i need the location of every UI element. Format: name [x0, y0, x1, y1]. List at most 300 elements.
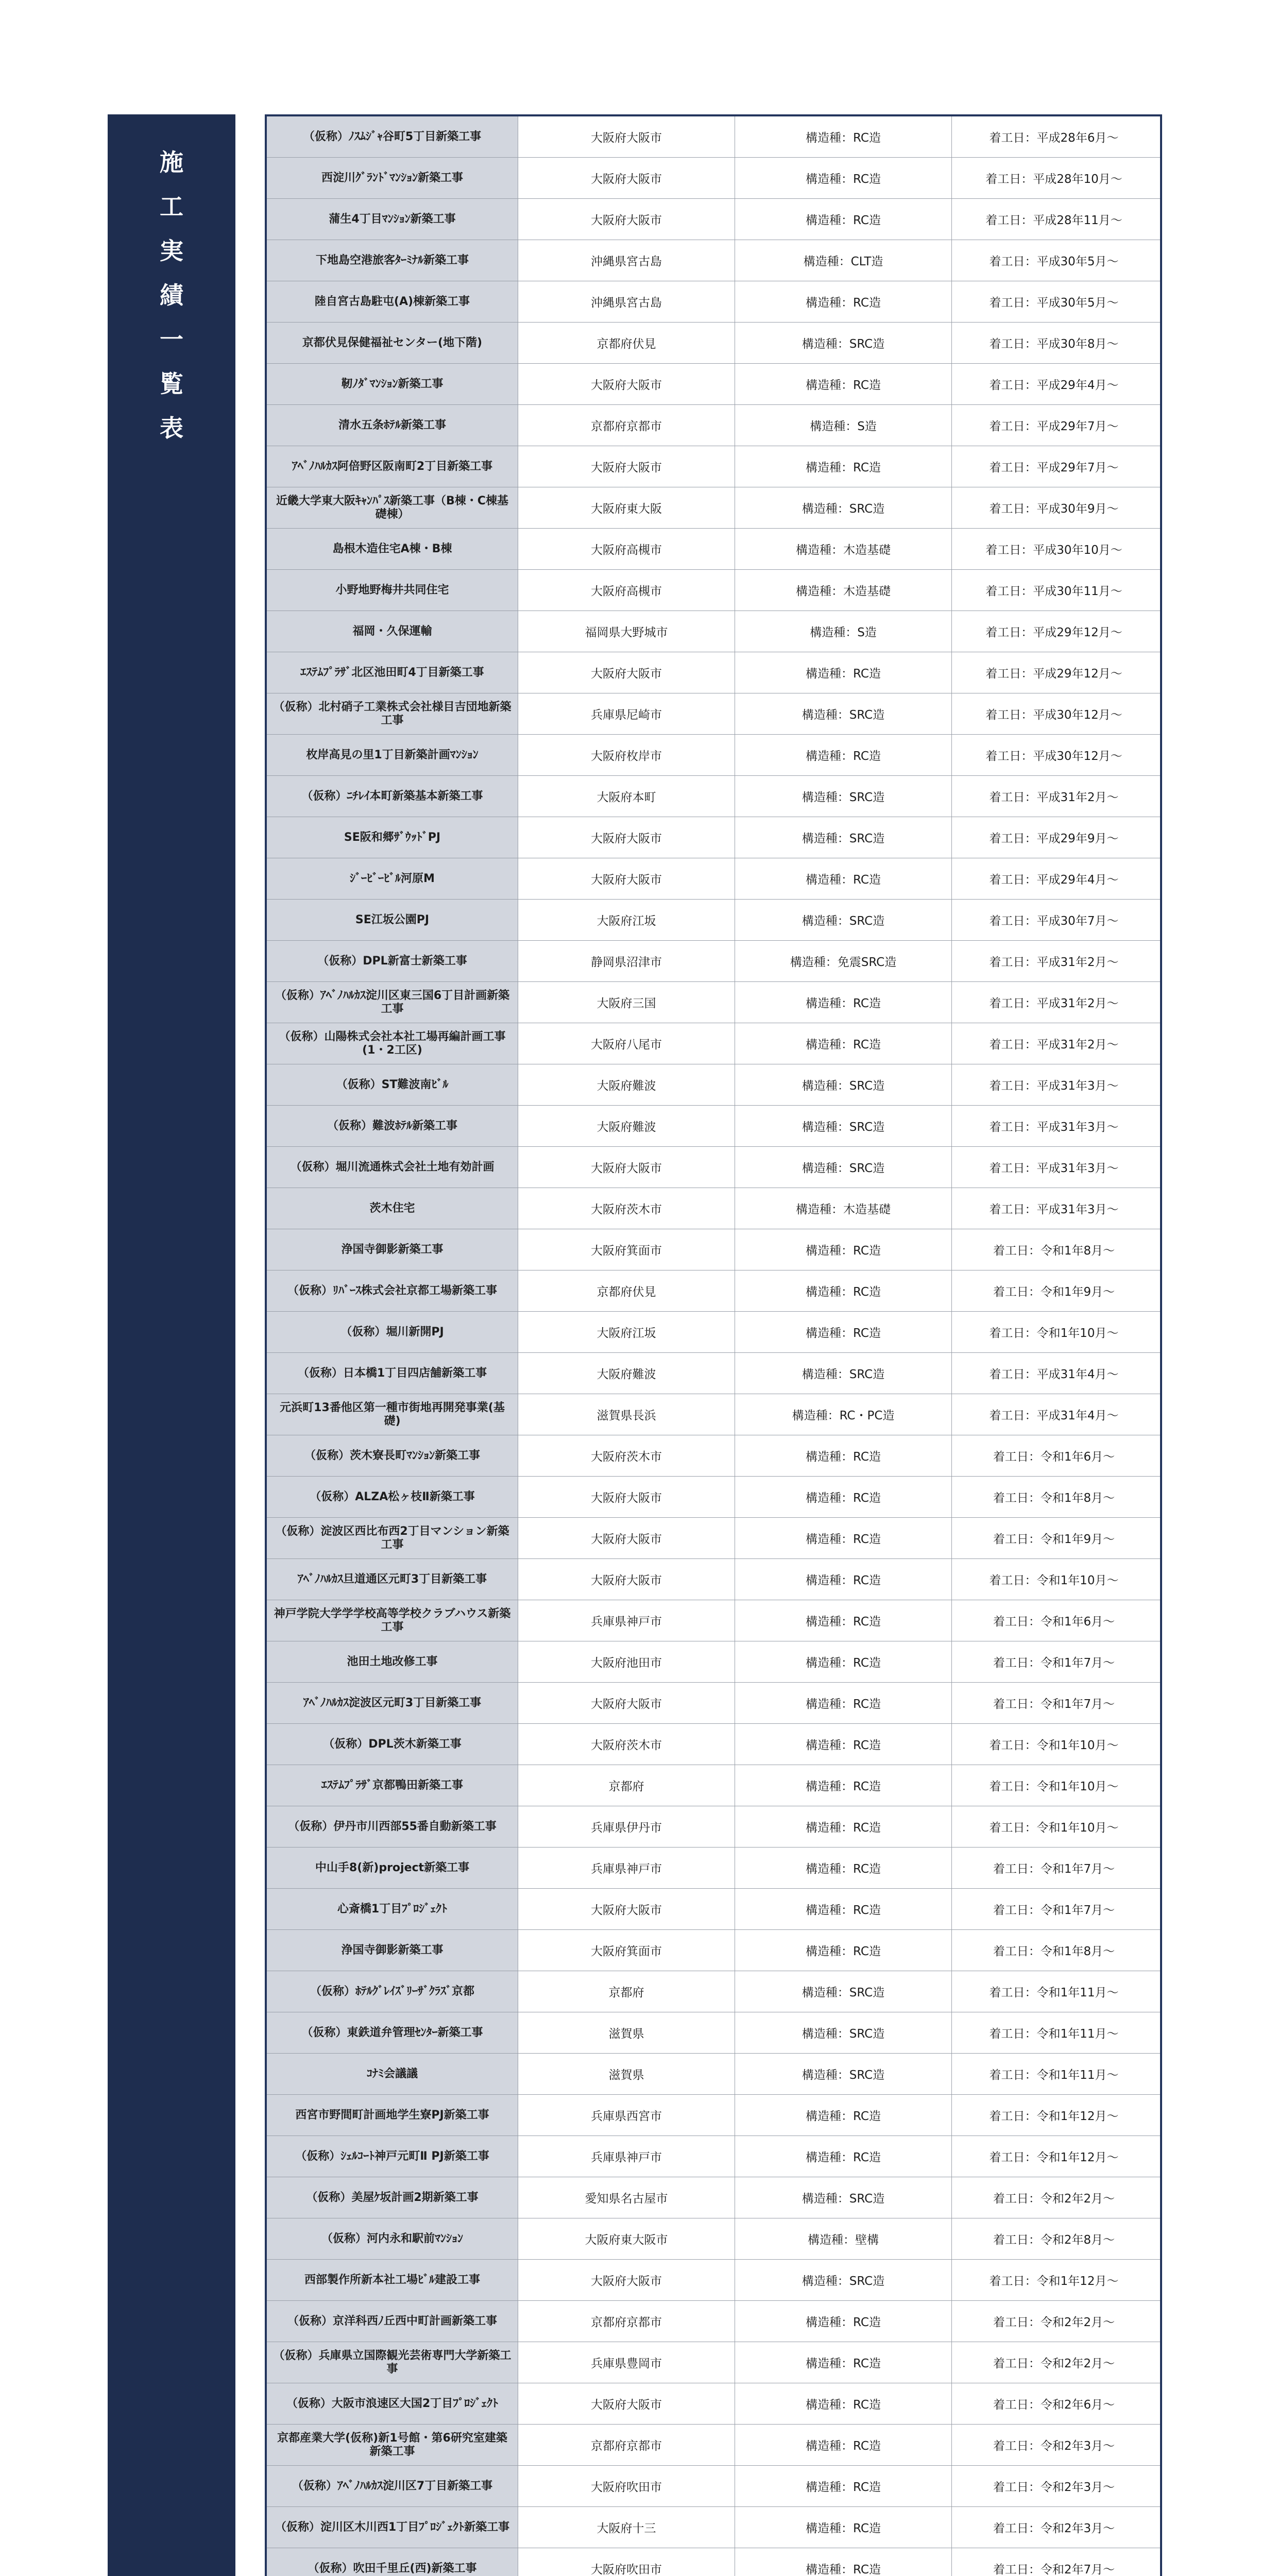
location-cell: 大阪府大阪市 — [518, 116, 735, 157]
project-name-cell: （仮称）ﾆﾁﾚｲ本町新築基本新築工事 — [267, 776, 518, 817]
project-name-cell: （仮称）伊丹市川西部55番自動新築工事 — [267, 1806, 518, 1847]
start-date-cell: 着工日：令和2年2月～ — [952, 2342, 1156, 2383]
location-cell: 兵庫県神戸市 — [518, 1600, 735, 1641]
project-name-cell: 浄国寺御影新築工事 — [267, 1930, 518, 1971]
location-cell: 大阪府大阪市 — [518, 858, 735, 899]
location-cell: 大阪府江坂 — [518, 900, 735, 940]
table-row — [267, 1106, 1160, 1147]
table-row — [267, 1765, 1160, 1806]
table-row — [267, 1394, 1160, 1435]
location-cell: 大阪府江坂 — [518, 1312, 735, 1352]
table-row — [267, 2383, 1160, 2425]
project-name-cell: （仮称）大阪市浪速区大国2丁目ﾌﾟﾛｼﾞｪｸﾄ — [267, 2383, 518, 2424]
location-cell: 兵庫県伊丹市 — [518, 1806, 735, 1847]
project-name-cell: SE阪和郷ｻﾞｳｯﾄﾞPJ — [267, 817, 518, 858]
project-name-cell: 小野地野梅井共同住宅 — [267, 570, 518, 611]
table-row — [267, 652, 1160, 693]
structure-cell: 構造種：SRC造 — [735, 693, 952, 734]
location-cell: 大阪府箕面市 — [518, 1229, 735, 1270]
project-name-cell: 福岡・久保運輸 — [267, 611, 518, 652]
table-row — [267, 1023, 1160, 1064]
location-cell: 京都府京都市 — [518, 2301, 735, 2342]
location-cell: 大阪府大阪市 — [518, 817, 735, 858]
structure-cell: 構造種：RC造 — [735, 2301, 952, 2342]
table-row — [267, 446, 1160, 487]
structure-cell: 構造種：木造基礎 — [735, 570, 952, 611]
location-cell: 大阪府大阪市 — [518, 199, 735, 240]
sidebar-banner — [108, 114, 235, 2576]
table-row — [267, 570, 1160, 611]
start-date-cell: 着工日：平成30年7月～ — [952, 900, 1156, 940]
project-name-cell: 島根木造住宅A棟・B棟 — [267, 529, 518, 569]
structure-cell: 構造種：SRC造 — [735, 1971, 952, 2012]
start-date-cell: 着工日：平成29年9月～ — [952, 817, 1156, 858]
structure-cell: 構造種：SRC造 — [735, 776, 952, 817]
start-date-cell: 着工日：平成28年10月～ — [952, 158, 1156, 198]
table-row — [267, 2425, 1160, 2466]
structure-cell: 構造種：S造 — [735, 405, 952, 446]
location-cell: 大阪府高槻市 — [518, 529, 735, 569]
start-date-cell: 着工日：令和1年7月～ — [952, 1848, 1156, 1888]
location-cell: 大阪府池田市 — [518, 1641, 735, 1682]
start-date-cell: 着工日：令和1年10月～ — [952, 1559, 1156, 1600]
structure-cell: 構造種：RC造 — [735, 158, 952, 198]
location-cell: 大阪府吹田市 — [518, 2466, 735, 2506]
project-name-cell: 京都産業大学(仮称)新1号館・第6研究室建築新築工事 — [267, 2425, 518, 2465]
structure-cell: 構造種：SRC造 — [735, 1147, 952, 1188]
project-name-cell: （仮称）DPL新富士新築工事 — [267, 941, 518, 981]
project-name-cell: 近畿大学東大阪ｷｬﾝﾊﾟｽ新築工事（B棟・C棟基礎棟） — [267, 487, 518, 528]
table-row — [267, 1889, 1160, 1930]
table-row — [267, 1518, 1160, 1559]
start-date-cell: 着工日：令和2年8月～ — [952, 2218, 1156, 2259]
location-cell: 滋賀県長浜 — [518, 1394, 735, 1435]
table-row — [267, 611, 1160, 652]
structure-cell: 構造種：RC造 — [735, 1889, 952, 1929]
project-name-cell: 清水五条ﾎﾃﾙ新築工事 — [267, 405, 518, 446]
table-row — [267, 1683, 1160, 1724]
project-name-cell: ｱﾍﾞﾉﾊﾙｶｽ旦道通区元町3丁目新築工事 — [267, 1559, 518, 1600]
project-name-cell: （仮称）難波ﾎﾃﾙ新築工事 — [267, 1106, 518, 1146]
table-row — [267, 2054, 1160, 2095]
structure-cell: 構造種：RC造 — [735, 1641, 952, 1682]
location-cell: 大阪府三国 — [518, 982, 735, 1023]
structure-cell: 構造種：RC造 — [735, 2383, 952, 2424]
project-name-cell: （仮称）兵庫県立国際観光芸術専門大学新築工事 — [267, 2342, 518, 2383]
project-name-cell: （仮称）ｱﾍﾞﾉﾊﾙｶｽ淀川区東三国6丁目計画新築工事 — [267, 982, 518, 1023]
location-cell: 沖縄県宮古島 — [518, 281, 735, 322]
start-date-cell: 着工日：平成31年4月～ — [952, 1394, 1156, 1435]
location-cell: 京都府 — [518, 1765, 735, 1806]
structure-cell: 構造種：SRC造 — [735, 1106, 952, 1146]
table-row — [267, 1971, 1160, 2012]
title-char: 績 — [160, 281, 183, 309]
table-row — [267, 1229, 1160, 1270]
project-name-cell: （仮称）堀川新開PJ — [267, 1312, 518, 1352]
table-row — [267, 1600, 1160, 1641]
structure-cell: 構造種：RC造 — [735, 2507, 952, 2548]
location-cell: 滋賀県 — [518, 2054, 735, 2094]
structure-cell: 構造種：RC造 — [735, 2466, 952, 2506]
location-cell: 京都府伏見 — [518, 1270, 735, 1311]
start-date-cell: 着工日：令和1年10月～ — [952, 1765, 1156, 1806]
table-row — [267, 116, 1160, 158]
project-name-cell: ｱﾍﾞﾉﾊﾙｶｽ淀波区元町3丁目新築工事 — [267, 1683, 518, 1723]
table-row — [267, 941, 1160, 982]
project-name-cell: （仮称）東鉄道弁管理ｾﾝﾀｰ新築工事 — [267, 2012, 518, 2053]
table-row — [267, 2136, 1160, 2177]
start-date-cell: 着工日：令和1年9月～ — [952, 1270, 1156, 1311]
table-row — [267, 487, 1160, 529]
structure-cell: 構造種：免震SRC造 — [735, 941, 952, 981]
structure-cell: 構造種：RC造 — [735, 2136, 952, 2177]
table-row — [267, 2466, 1160, 2507]
project-name-cell: 茨木住宅 — [267, 1188, 518, 1229]
title-char: 覧 — [160, 370, 183, 398]
table-row — [267, 2342, 1160, 2383]
start-date-cell: 着工日：平成31年2月～ — [952, 776, 1156, 817]
project-name-cell: ｱﾍﾞﾉﾊﾙｶｽ阿倍野区阪南町2丁目新築工事 — [267, 446, 518, 487]
table-row — [267, 529, 1160, 570]
structure-cell: 構造種：CLT造 — [735, 240, 952, 281]
structure-cell: 構造種：RC造 — [735, 2342, 952, 2383]
structure-cell: 構造種：RC造 — [735, 1477, 952, 1517]
start-date-cell: 着工日：令和1年12月～ — [952, 2136, 1156, 2177]
project-name-cell: 池田土地改修工事 — [267, 1641, 518, 1682]
location-cell: 愛知県名古屋市 — [518, 2177, 735, 2218]
start-date-cell: 着工日：令和2年6月～ — [952, 2383, 1156, 2424]
project-name-cell: 靭ﾉﾀﾞﾏﾝｼｮﾝ新築工事 — [267, 364, 518, 404]
start-date-cell: 着工日：平成31年3月～ — [952, 1188, 1156, 1229]
location-cell: 京都府伏見 — [518, 323, 735, 363]
start-date-cell: 着工日：令和2年3月～ — [952, 2466, 1156, 2506]
structure-cell: 構造種：RC造 — [735, 1724, 952, 1765]
project-name-cell: 中山手8(新)project新築工事 — [267, 1848, 518, 1888]
start-date-cell: 着工日：令和1年11月～ — [952, 2012, 1156, 2053]
structure-cell: 構造種：RC造 — [735, 1435, 952, 1476]
structure-cell: 構造種：SRC造 — [735, 900, 952, 940]
table-row — [267, 2218, 1160, 2260]
start-date-cell: 着工日：令和1年10月～ — [952, 1724, 1156, 1765]
structure-cell: 構造種：RC造 — [735, 1312, 952, 1352]
table-row — [267, 2548, 1160, 2576]
location-cell: 大阪府大阪市 — [518, 1477, 735, 1517]
project-name-cell: ｴｽﾃﾑﾌﾟﾗｻﾞ北区池田町4丁目新築工事 — [267, 652, 518, 693]
structure-cell: 構造種：S造 — [735, 611, 952, 652]
project-name-cell: （仮称）河内永和駅前ﾏﾝｼｮﾝ — [267, 2218, 518, 2259]
structure-cell: 構造種：SRC造 — [735, 2260, 952, 2300]
project-name-cell: 心斎橋1丁目ﾌﾟﾛｼﾞｪｸﾄ — [267, 1889, 518, 1929]
construction-record-table — [265, 114, 1162, 2576]
start-date-cell: 着工日：平成29年4月～ — [952, 364, 1156, 404]
table-row — [267, 1064, 1160, 1106]
structure-cell: 構造種：RC造 — [735, 858, 952, 899]
location-cell: 大阪府東大阪市 — [518, 2218, 735, 2259]
start-date-cell: 着工日：平成29年12月～ — [952, 611, 1156, 652]
location-cell: 大阪府大阪市 — [518, 652, 735, 693]
start-date-cell: 着工日：令和1年8月～ — [952, 1930, 1156, 1971]
structure-cell: 構造種：RC造 — [735, 2425, 952, 2465]
start-date-cell: 着工日：平成31年3月～ — [952, 1106, 1156, 1146]
structure-cell: 構造種：SRC造 — [735, 1353, 952, 1394]
start-date-cell: 着工日：令和2年2月～ — [952, 2177, 1156, 2218]
structure-cell: 構造種：RC造 — [735, 1683, 952, 1723]
table-row — [267, 240, 1160, 281]
start-date-cell: 着工日：令和2年3月～ — [952, 2507, 1156, 2548]
structure-cell: 構造種：RC造 — [735, 652, 952, 693]
structure-cell: 構造種：RC造 — [735, 1848, 952, 1888]
location-cell: 大阪府十三 — [518, 2507, 735, 2548]
start-date-cell: 着工日：平成29年12月～ — [952, 652, 1156, 693]
location-cell: 兵庫県尼崎市 — [518, 693, 735, 734]
project-name-cell: （仮称）吹田千里丘(西)新築工事 — [267, 2548, 518, 2576]
table-row — [267, 776, 1160, 817]
location-cell: 大阪府難波 — [518, 1353, 735, 1394]
project-name-cell: 元浜町13番他区第一種市街地再開発事業(基礎) — [267, 1394, 518, 1435]
location-cell: 大阪府大阪市 — [518, 1559, 735, 1600]
start-date-cell: 着工日：令和1年10月～ — [952, 1312, 1156, 1352]
start-date-cell: 着工日：平成30年12月～ — [952, 693, 1156, 734]
structure-cell: 構造種：木造基礎 — [735, 1188, 952, 1229]
project-name-cell: 西宮市野間町計画地学生寮PJ新築工事 — [267, 2095, 518, 2136]
title-char: 工 — [160, 193, 183, 221]
table-row — [267, 405, 1160, 446]
project-name-cell: 西淀川ｸﾞﾗﾝﾄﾞﾏﾝｼｮﾝ新築工事 — [267, 158, 518, 198]
start-date-cell: 着工日：平成28年11月～ — [952, 199, 1156, 240]
structure-cell: 構造種：RC造 — [735, 982, 952, 1023]
start-date-cell: 着工日：令和1年7月～ — [952, 1641, 1156, 1682]
start-date-cell: 着工日：平成30年12月～ — [952, 735, 1156, 775]
start-date-cell: 着工日：令和1年7月～ — [952, 1683, 1156, 1723]
project-name-cell: ｴｽﾃﾑﾌﾟﾗｻﾞ京都鴨田新築工事 — [267, 1765, 518, 1806]
start-date-cell: 着工日：平成31年2月～ — [952, 1023, 1156, 1064]
location-cell: 大阪府八尾市 — [518, 1023, 735, 1064]
location-cell: 大阪府大阪市 — [518, 446, 735, 487]
project-name-cell: SE江坂公園PJ — [267, 900, 518, 940]
table-row — [267, 1435, 1160, 1477]
project-name-cell: （仮称）堀川流通株式会社土地有効計画 — [267, 1147, 518, 1188]
table-row — [267, 1724, 1160, 1765]
start-date-cell: 着工日：平成28年6月～ — [952, 116, 1156, 157]
project-name-cell: （仮称）北村硝子工業株式会社様目吉団地新築工事 — [267, 693, 518, 734]
structure-cell: 構造種：SRC造 — [735, 2177, 952, 2218]
start-date-cell: 着工日：令和1年12月～ — [952, 2260, 1156, 2300]
table-row — [267, 1353, 1160, 1394]
project-name-cell: （仮称）美屋ｹ坂計画2期新築工事 — [267, 2177, 518, 2218]
start-date-cell: 着工日：令和1年6月～ — [952, 1600, 1156, 1641]
project-name-cell: （仮称）ALZA松ヶ枝Ⅱ新築工事 — [267, 1477, 518, 1517]
location-cell: 大阪府茨木市 — [518, 1435, 735, 1476]
project-name-cell: （仮称）DPL茨木新築工事 — [267, 1724, 518, 1765]
start-date-cell: 着工日：平成29年4月～ — [952, 858, 1156, 899]
location-cell: 大阪府大阪市 — [518, 1147, 735, 1188]
table-row — [267, 2301, 1160, 2342]
location-cell: 兵庫県西宮市 — [518, 2095, 735, 2136]
table-row — [267, 1641, 1160, 1683]
start-date-cell: 着工日：令和1年12月～ — [952, 2095, 1156, 2136]
start-date-cell: 着工日：平成31年2月～ — [952, 941, 1156, 981]
project-name-cell: ｼﾞｰﾋﾞｰﾋﾞﾙ河原M — [267, 858, 518, 899]
project-name-cell: 下地島空港旅客ﾀｰﾐﾅﾙ新築工事 — [267, 240, 518, 281]
table-row — [267, 2095, 1160, 2136]
project-name-cell: 枚岸高見の里1丁目新築計画ﾏﾝｼｮﾝ — [267, 735, 518, 775]
table-row — [267, 2177, 1160, 2218]
project-name-cell: ｺﾅﾐ会議議 — [267, 2054, 518, 2094]
structure-cell: 構造種：RC造 — [735, 364, 952, 404]
structure-cell: 構造種：SRC造 — [735, 323, 952, 363]
project-name-cell: （仮称）山陽株式会社本社工場再編計画工事(1・2工区) — [267, 1023, 518, 1064]
table-row — [267, 982, 1160, 1023]
table-row — [267, 1270, 1160, 1312]
structure-cell: 構造種：RC造 — [735, 1765, 952, 1806]
title-char: 表 — [160, 414, 183, 442]
start-date-cell: 着工日：平成30年8月～ — [952, 323, 1156, 363]
location-cell: 京都府 — [518, 1971, 735, 2012]
location-cell: 兵庫県神戸市 — [518, 1848, 735, 1888]
page-title — [108, 140, 235, 450]
project-name-cell: （仮称）ST難波南ﾋﾞﾙ — [267, 1064, 518, 1105]
start-date-cell: 着工日：令和1年8月～ — [952, 1229, 1156, 1270]
structure-cell: 構造種：SRC造 — [735, 817, 952, 858]
project-name-cell: （仮称）ｱﾍﾞﾉﾊﾙｶｽ淀川区7丁目新築工事 — [267, 2466, 518, 2506]
structure-cell: 構造種：RC造 — [735, 1806, 952, 1847]
table-row — [267, 1188, 1160, 1229]
structure-cell: 構造種：RC造 — [735, 2548, 952, 2576]
table-row — [267, 1147, 1160, 1188]
table-row — [267, 858, 1160, 900]
table-row — [267, 900, 1160, 941]
project-name-cell: （仮称）ﾘﾊﾞｰｽ株式会社京都工場新築工事 — [267, 1270, 518, 1311]
start-date-cell: 着工日：令和1年7月～ — [952, 1889, 1156, 1929]
location-cell: 京都府京都市 — [518, 2425, 735, 2465]
location-cell: 大阪府茨木市 — [518, 1188, 735, 1229]
start-date-cell: 着工日：平成29年7月～ — [952, 405, 1156, 446]
start-date-cell: 着工日：平成30年9月～ — [952, 487, 1156, 528]
structure-cell: 構造種：RC造 — [735, 1023, 952, 1064]
structure-cell: 構造種：RC造 — [735, 116, 952, 157]
start-date-cell: 着工日：平成31年2月～ — [952, 982, 1156, 1023]
location-cell: 大阪府難波 — [518, 1064, 735, 1105]
table-row — [267, 2012, 1160, 2054]
structure-cell: 構造種：RC造 — [735, 1518, 952, 1558]
start-date-cell: 着工日：令和1年9月～ — [952, 1518, 1156, 1558]
location-cell: 福岡県大野城市 — [518, 611, 735, 652]
start-date-cell: 着工日：令和1年8月～ — [952, 1477, 1156, 1517]
table-row — [267, 1806, 1160, 1848]
table-row — [267, 1312, 1160, 1353]
start-date-cell: 着工日：令和2年7月～ — [952, 2548, 1156, 2576]
location-cell: 大阪府大阪市 — [518, 1683, 735, 1723]
start-date-cell: 着工日：令和1年11月～ — [952, 1971, 1156, 2012]
start-date-cell: 着工日：平成29年7月～ — [952, 446, 1156, 487]
project-name-cell: （仮称）淀川区木川西1丁目ﾌﾟﾛｼﾞｪｸﾄ新築工事 — [267, 2507, 518, 2548]
table-row — [267, 364, 1160, 405]
title-char: 実 — [160, 237, 183, 265]
start-date-cell: 着工日：平成30年5月～ — [952, 240, 1156, 281]
location-cell: 大阪府茨木市 — [518, 1724, 735, 1765]
structure-cell: 構造種：RC造 — [735, 735, 952, 775]
structure-cell: 構造種：RC・PC造 — [735, 1394, 952, 1435]
table-row — [267, 323, 1160, 364]
location-cell: 大阪府大阪市 — [518, 364, 735, 404]
project-name-cell: 西部製作所新本社工場ﾋﾞﾙ建設工事 — [267, 2260, 518, 2300]
location-cell: 大阪府箕面市 — [518, 1930, 735, 1971]
structure-cell: 構造種：SRC造 — [735, 2054, 952, 2094]
table-row — [267, 1930, 1160, 1971]
project-name-cell: （仮称）茨木寮長町ﾏﾝｼｮﾝ新築工事 — [267, 1435, 518, 1476]
table-row — [267, 158, 1160, 199]
structure-cell: 構造種：木造基礎 — [735, 529, 952, 569]
location-cell: 静岡県沼津市 — [518, 941, 735, 981]
location-cell: 沖縄県宮古島 — [518, 240, 735, 281]
project-name-cell: （仮称）ｼｪﾙｺｰﾄ神戸元町Ⅱ PJ新築工事 — [267, 2136, 518, 2177]
structure-cell: 構造種：RC造 — [735, 2095, 952, 2136]
structure-cell: 構造種：SRC造 — [735, 1064, 952, 1105]
start-date-cell: 着工日：令和2年3月～ — [952, 2425, 1156, 2465]
project-name-cell: 神戸学院大学学学校高等学校クラブハウス新築工事 — [267, 1600, 518, 1641]
project-name-cell: （仮称）ﾉｽﾑｼﾞｬ谷町5丁目新築工事 — [267, 116, 518, 157]
structure-cell: 構造種：SRC造 — [735, 487, 952, 528]
start-date-cell: 着工日：平成31年3月～ — [952, 1147, 1156, 1188]
location-cell: 滋賀県 — [518, 2012, 735, 2053]
table-row — [267, 693, 1160, 735]
structure-cell: 構造種：壁構 — [735, 2218, 952, 2259]
table-row — [267, 1848, 1160, 1889]
structure-cell: 構造種：RC造 — [735, 1270, 952, 1311]
start-date-cell: 着工日：平成31年3月～ — [952, 1064, 1156, 1105]
project-name-cell: 蒲生4丁目ﾏﾝｼｮﾝ新築工事 — [267, 199, 518, 240]
location-cell: 大阪府高槻市 — [518, 570, 735, 611]
table-row — [267, 817, 1160, 858]
location-cell: 大阪府大阪市 — [518, 1889, 735, 1929]
table-row — [267, 1559, 1160, 1600]
table-row — [267, 281, 1160, 323]
location-cell: 大阪府大阪市 — [518, 2260, 735, 2300]
location-cell: 大阪府吹田市 — [518, 2548, 735, 2576]
location-cell: 大阪府大阪市 — [518, 158, 735, 198]
location-cell: 大阪府枚岸市 — [518, 735, 735, 775]
start-date-cell: 着工日：令和1年10月～ — [952, 1806, 1156, 1847]
project-name-cell: （仮称）日本橋1丁目四店舗新築工事 — [267, 1353, 518, 1394]
start-date-cell: 着工日：平成31年4月～ — [952, 1353, 1156, 1394]
project-name-cell: （仮称）京洋科西ﾉ丘西中町計画新築工事 — [267, 2301, 518, 2342]
structure-cell: 構造種：RC造 — [735, 1930, 952, 1971]
table-row — [267, 735, 1160, 776]
project-name-cell: （仮称）ﾎﾃﾙｸﾞﾚｲｽﾞﾘｰｻﾞｸﾗｽﾞ京都 — [267, 1971, 518, 2012]
start-date-cell: 着工日：平成30年10月～ — [952, 529, 1156, 569]
location-cell: 大阪府東大阪 — [518, 487, 735, 528]
structure-cell: 構造種：RC造 — [735, 1229, 952, 1270]
table-row — [267, 199, 1160, 240]
structure-cell: 構造種：RC造 — [735, 199, 952, 240]
start-date-cell: 着工日：令和1年11月～ — [952, 2054, 1156, 2094]
location-cell: 大阪府難波 — [518, 1106, 735, 1146]
structure-cell: 構造種：RC造 — [735, 281, 952, 322]
project-name-cell: 浄国寺御影新築工事 — [267, 1229, 518, 1270]
project-name-cell: 京都伏見保健福祉センター(地下階) — [267, 323, 518, 363]
project-name-cell: 陸自宮古島駐屯(A)棟新築工事 — [267, 281, 518, 322]
location-cell: 兵庫県神戸市 — [518, 2136, 735, 2177]
start-date-cell: 着工日：令和1年6月～ — [952, 1435, 1156, 1476]
title-char: 施 — [160, 148, 183, 176]
location-cell: 京都府京都市 — [518, 405, 735, 446]
project-name-cell: （仮称）淀波区西比布西2丁目マンション新築工事 — [267, 1518, 518, 1558]
start-date-cell: 着工日：平成30年5月～ — [952, 281, 1156, 322]
location-cell: 大阪府本町 — [518, 776, 735, 817]
structure-cell: 構造種：RC造 — [735, 1559, 952, 1600]
structure-cell: 構造種：RC造 — [735, 1600, 952, 1641]
location-cell: 兵庫県豊岡市 — [518, 2342, 735, 2383]
